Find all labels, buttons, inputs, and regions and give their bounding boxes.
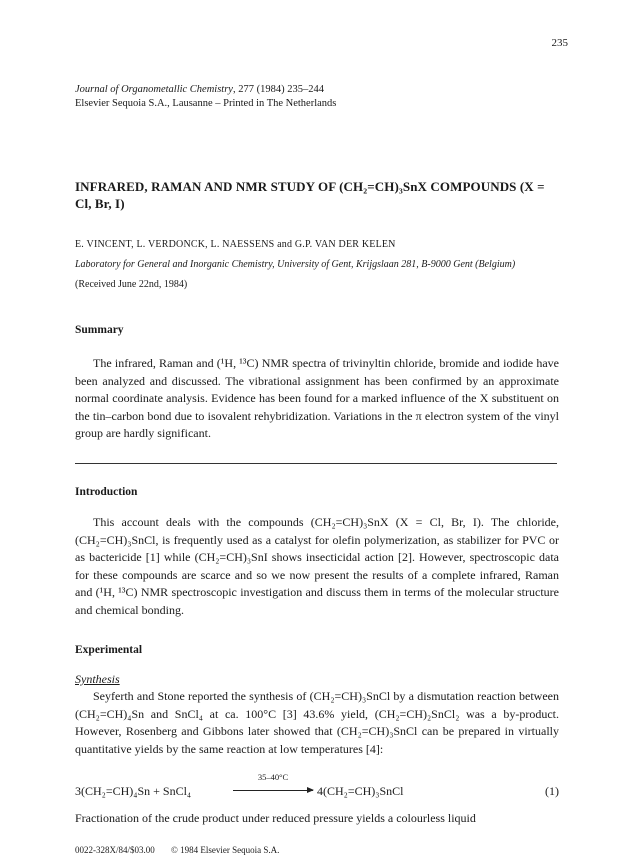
journal-header (75, 83, 336, 111)
experimental-heading: Experimental (75, 644, 143, 656)
copyright-notice: © 1984 Elsevier Sequoia S.A. (171, 845, 280, 855)
reaction-equation (75, 772, 559, 802)
affiliation: Laboratory for General and Inorganic Chemistry, University of Gent, Krijgslaan 281, B-9000 Gent (Belgium) (75, 259, 516, 270)
equation-products: 4(CH₂=CH)₃SnCl (317, 784, 404, 798)
synthesis-subheading: Synthesis (75, 672, 120, 686)
received-date: (Received June 22nd, 1984) (75, 279, 188, 290)
equation-reactants: 3(CH₂=CH)₄Sn + SnCl₄ (75, 784, 192, 798)
footer (75, 845, 293, 855)
summary-text: The infrared, Raman and (¹H, ¹³C) NMR spectra of trivinyltin chloride, bromide and iodide have been analyzed and discussed. The vibrational assignment has been confirmed by an approximate normal coordinate analysis. Evidence has been found for a marked influence of the X substituent on the tin–carbon bond due to isovalent rehybridization. Variations in the π electron system of the vinyl group are hardly significant. (75, 356, 559, 440)
introduction-heading: Introduction (75, 486, 138, 498)
summary-heading: Summary (75, 324, 124, 336)
reaction-arrow (233, 772, 313, 791)
introduction-text: This account deals with the compounds (CH₂=CH)₃SnX (X = Cl, Br, I). The chloride, (CH₂=CH)₃SnCl, is frequently used as a catalyst for olefin polymerization, as stabilizer for PVC or as bactericide [1] while (CH₂=CH)₃SnI shows insecticidal action [2]. However, spectroscopic data for these compounds are scarce and so we now present the results of a complete infrared, Raman and (¹H, ¹³C) NMR spectroscopic investigation and discuss them in terms of the molecular structure and chemical bonding. (75, 515, 559, 617)
equation-number: (1) (545, 784, 559, 798)
article-code: 0022-328X/84/$03.00 (75, 845, 155, 855)
continuation-text: Fractionation of the crude product under reduced pressure yields a colourless liquid (75, 811, 476, 825)
reaction-condition: 35–40°C (257, 772, 289, 782)
publisher-line: Elsevier Sequoia S.A., Lausanne – Printed in The Netherlands (75, 98, 337, 109)
section-divider (75, 463, 557, 464)
journal-citation: , 277 (1984) 235–244 (232, 84, 324, 95)
article-title: INFRARED, RAMAN AND NMR STUDY OF (CH₂=CH)₃SnX COMPOUNDS (X = Cl, Br, I) (75, 179, 545, 211)
page-number: 235 (551, 37, 568, 49)
journal-name: Journal of Organometallic Chemistry (75, 84, 233, 95)
synthesis-text: Seyferth and Stone reported the synthesis of (CH₂=CH)₃SnCl by a dismutation reaction between (CH₂=CH)₄Sn and SnCl₄ at ca. 100°C [3] 43.6% yield, (CH₂=CH)₂SnCl₂ was a by-product. However, Rosenberg and Gibbons later showed that (CH₂=CH)₃SnCl can be prepared in virtually quantitative yields by the same reaction at low temperatures [4]: (75, 689, 559, 756)
arrow-icon (233, 790, 313, 791)
author-list: E. VINCENT, L. VERDONCK, L. NAESSENS and G.P. VAN DER KELEN (75, 239, 396, 250)
